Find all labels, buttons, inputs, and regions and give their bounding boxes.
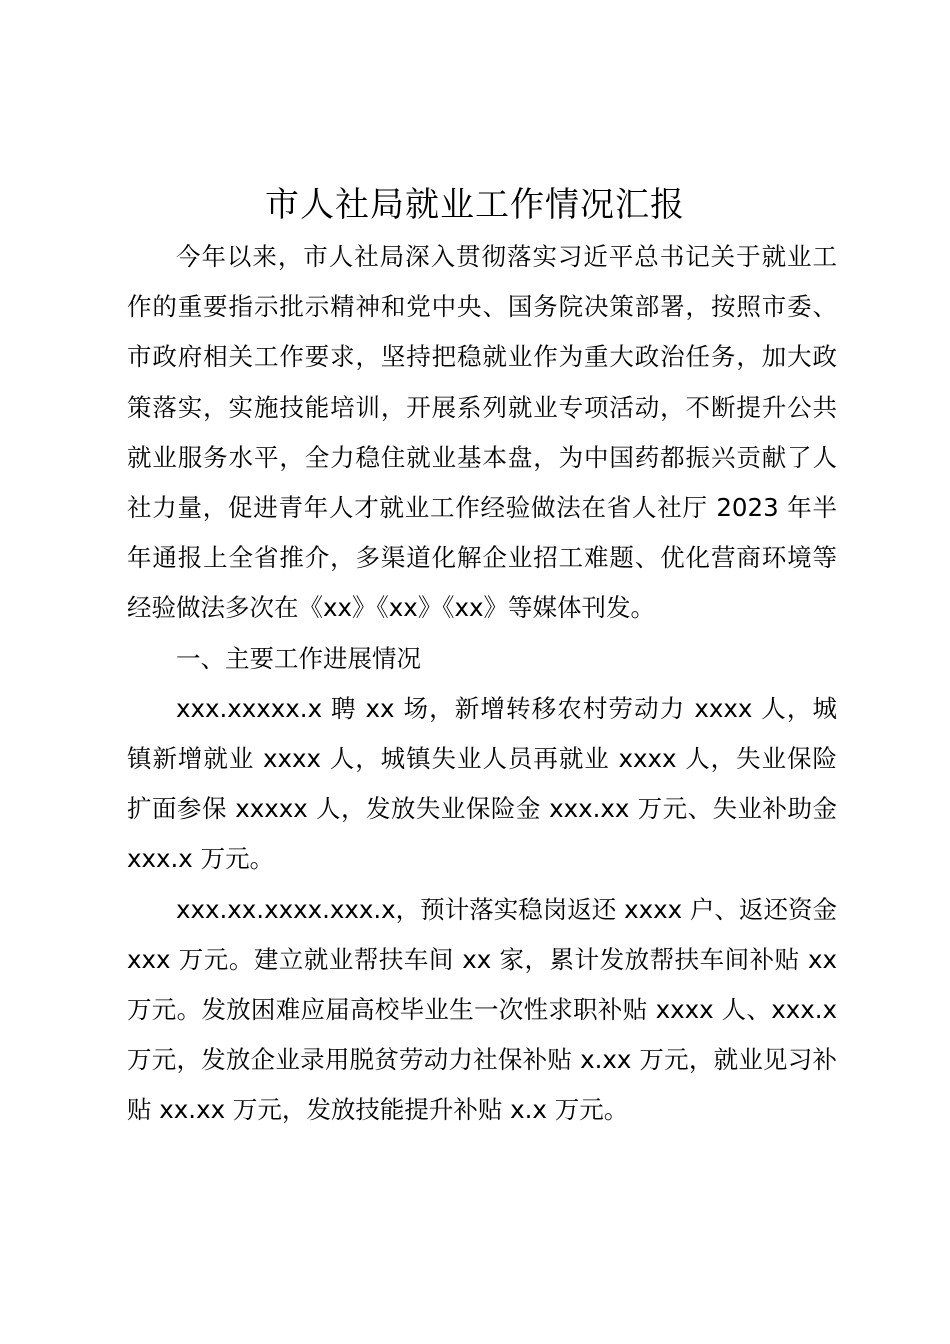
document-body [127, 232, 837, 1136]
subsidy-paragraph: xxx.xx.xxxx.xxx.x，预计落实稳岗返还 xxxx 户、返还资金 xxx 万元。建立就业帮扶车间 xx 家，累计发放帮扶车间补贴 xx 万元。发放困难应届高校毕业生一次性求职补贴 xxxx 人、xxx.x 万元，发放企业录用脱贫劳动力社保补贴 x.xx 万元，就业见习补贴 xx.xx 万元，发放技能提升补贴 x.x 万元。 [127, 894, 837, 1125]
intro-paragraph: 今年以来，市人社局深入贯彻落实习近平总书记关于就业工作的重要指示批示精神和党中央、国务院决策部署，按照市委、市政府相关工作要求，坚持把稳就业作为重大政治任务，加大政策落实，实施技能培训，开展系列就业专项活动，不断提升公共就业服务水平，全力稳住就业基本盘，为中国药都振兴贡献了人社力量，促进青年人才就业工作经验做法在省人社厅 2023 年半年通报上全省推介，多渠道化解企业招工难题、优化营商环境等经验做法多次在《xx》《xx》《xx》等媒体刊发。 [127, 242, 837, 623]
document-title: 市人社局就业工作情况汇报 [265, 185, 685, 225]
section-heading: 一、主要工作进展情况 [176, 643, 421, 673]
employment-stats-paragraph: xxx.xxxxx.x 聘 xx 场，新增转移农村劳动力 xxxx 人，城镇新增就业 xxxx 人，城镇失业人员再就业 xxxx 人，失业保险扩面参保 xxxxx 人，发放失业保险金 xxx.xx 万元、失业补助金 xxx.x 万元。 [127, 693, 837, 874]
